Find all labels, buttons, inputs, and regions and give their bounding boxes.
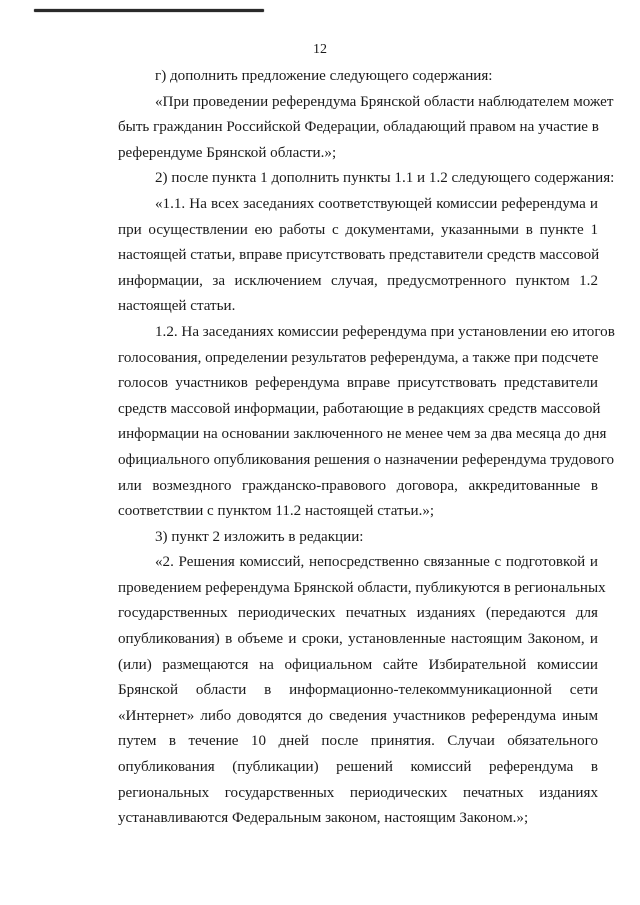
paragraph-line: проведением референдума Брянской области, публикуются в региональных	[118, 579, 606, 596]
paragraph-line: референдуме Брянской области.»;	[118, 144, 337, 161]
paragraph-line: при осуществлении ею работы с документами, указанными в пункте 1	[118, 221, 598, 238]
paragraph-line: голосов участников референдума вправе присутствовать представители	[118, 375, 598, 392]
paragraph-line: 3) пункт 2 изложить в редакции:	[155, 528, 364, 545]
paragraph-line: «Интернет» либо доводятся до сведения участников референдума иным	[118, 707, 598, 724]
paragraph-line: Брянской области в информационно-телекоммуникационной сети	[118, 682, 598, 699]
paragraph-line: настоящей статьи.	[118, 298, 236, 315]
paragraph-line: «1.1. На всех заседаниях соответствующей комиссии референдума и	[155, 195, 598, 212]
paragraph-line: соответствии с пунктом 11.2 настоящей статьи.»;	[118, 503, 435, 520]
paragraph-line: «При проведении референдума Брянской области наблюдателем может	[155, 93, 614, 110]
paragraph-line: г) дополнить предложение следующего содержания:	[155, 68, 493, 84]
paragraph-line: информации на основании заключенного не менее чем за два месяца до дня	[118, 426, 607, 443]
paragraph-line: официального опубликования решения о назначении референдума трудового	[118, 451, 615, 468]
page-number: 12	[313, 42, 327, 57]
scan-artifact-line	[34, 9, 264, 12]
paragraph	[118, 550, 606, 832]
paragraph-line: региональных государственных периодических печатных изданиях	[118, 784, 598, 801]
paragraph-line: настоящей статьи, вправе присутствовать представители средств массовой	[118, 247, 600, 264]
paragraph-line: быть гражданин Российской Федерации, обладающий правом на участие в	[118, 119, 599, 136]
paragraph-line: 1.2. На заседаниях комиссии референдума при установлении ею итогов	[155, 323, 615, 340]
paragraph-line: голосования, определении результатов референдума, а также при подсчете	[118, 349, 599, 366]
paragraph-line: 2) после пункта 1 дополнить пункты 1.1 и 1.2 следующего содержания:	[155, 170, 615, 187]
paragraph-line: государственных периодических печатных изданиях (передаются для	[118, 605, 598, 622]
paragraph-line: опубликования) в объеме и сроки, установленные настоящим Законом, и	[118, 631, 598, 648]
paragraph	[118, 166, 615, 192]
paragraph-line: «2. Решения комиссий, непосредственно связанные с подготовкой и	[155, 554, 598, 571]
paragraph	[118, 192, 598, 320]
paragraph-line: информации, за исключением случая, предусмотренного пунктом 1.2	[118, 272, 598, 289]
paragraph-line: опубликования (публикации) решений комиссий референдума в	[118, 759, 598, 776]
paragraph-line: устанавливаются Федеральным законом, настоящим Законом.»;	[118, 810, 529, 827]
paragraph	[118, 90, 614, 167]
document-body	[118, 64, 615, 832]
paragraph-line: или возмездного гражданско-правового договора, аккредитованные в	[118, 477, 598, 494]
paragraph	[118, 525, 598, 551]
paragraph-line: путем в течение 10 дней после принятия. Случаи обязательного	[118, 733, 598, 750]
paragraph-line: (или) размещаются на официальном сайте Избирательной комиссии	[118, 656, 598, 673]
paragraph	[118, 320, 615, 525]
paragraph	[118, 64, 598, 90]
paragraph-line: средств массовой информации, работающие в редакциях средств массовой	[118, 400, 601, 417]
